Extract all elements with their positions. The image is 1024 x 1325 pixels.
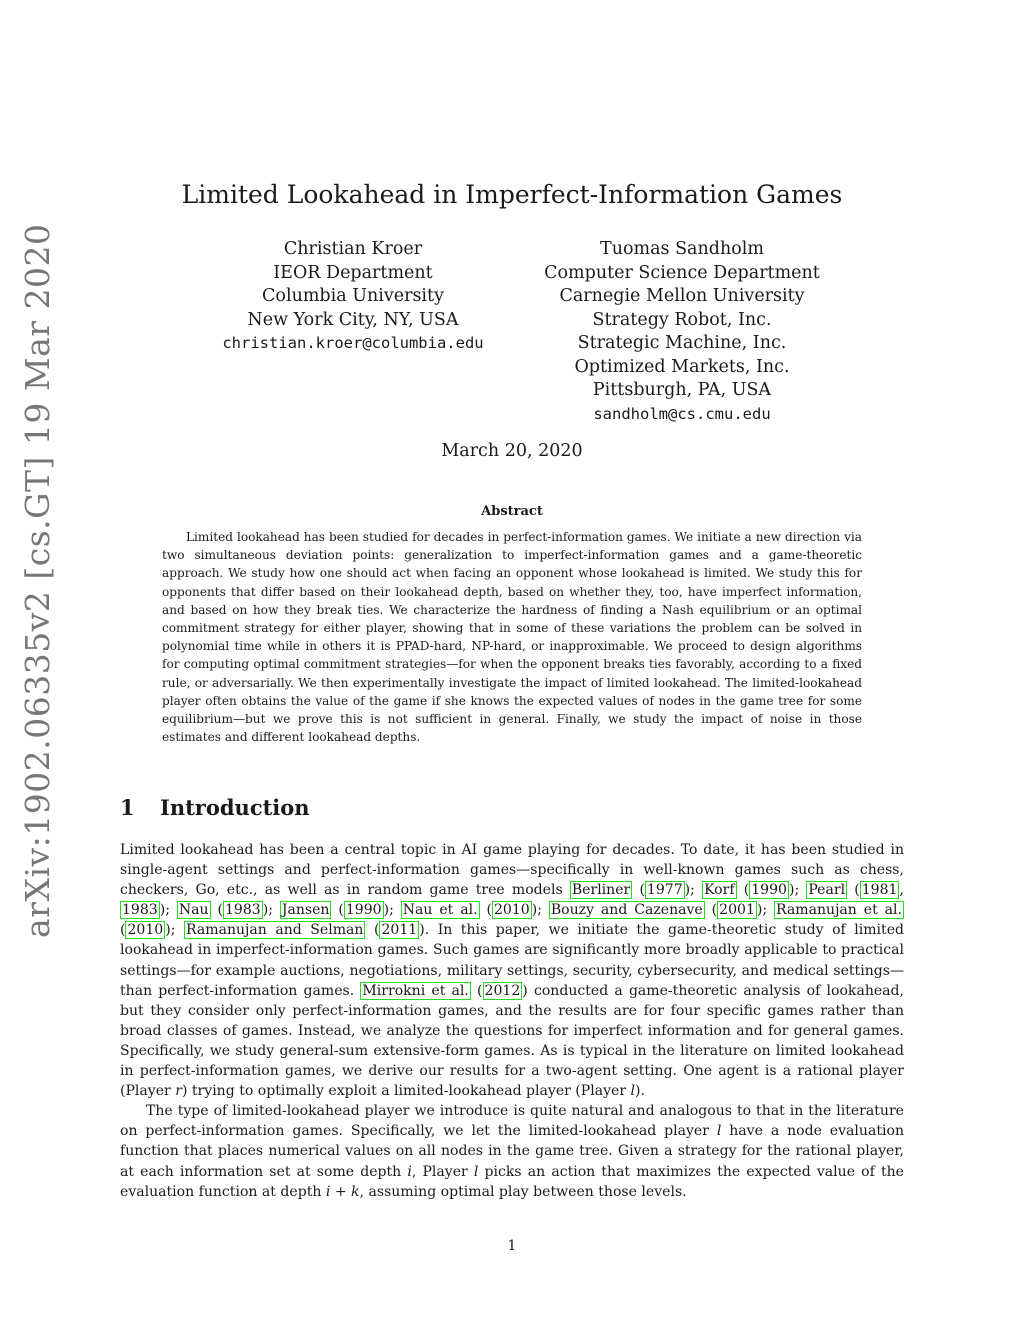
page-number: 1 bbox=[507, 1238, 517, 1254]
citation-link[interactable]: 2011 bbox=[381, 922, 418, 939]
introduction-body bbox=[120, 840, 904, 1202]
citation-link[interactable]: Ramanujan and Selman bbox=[185, 922, 364, 939]
arxiv-identifier-stamp: arXiv:1902.06335v2 [cs.GT] 19 Mar 2020 bbox=[18, 223, 57, 938]
publication-date: March 20, 2020 bbox=[441, 441, 583, 461]
author-name: Christian Kroer bbox=[283, 239, 423, 259]
citation-link[interactable]: Korf bbox=[704, 882, 735, 899]
citation-link[interactable]: Nau et al. bbox=[402, 902, 478, 919]
citation-link[interactable]: 1983 bbox=[122, 902, 158, 919]
author-affiliation: Computer Science Department bbox=[544, 262, 820, 283]
author-name: Tuomas Sandholm bbox=[600, 239, 764, 259]
citation-link[interactable]: Nau bbox=[178, 902, 209, 919]
citation-link[interactable]: Mirrokni et al. bbox=[362, 982, 469, 999]
abstract-paragraph: Limited lookahead has been studied for decades in perfect-information games. We initiate a new direction via two simultaneous deviation points: generalization to imperfect-information games and a game-theoretic approach. We study how one should act when facing an opponent whose lookahead is limited. We study this for opponents that differ based on their lookahead depth, based on whether they, too, have imperfect information, and based on how they break ties. We characterize the hardness of finding a Nash equilibrium or an optimal commitment strategy for either player, showing that in some of these variations the problem can be solved in polynomial time while in others it is PPAD-hard, NP-hard, or inapproximable. We proceed to design algorithms for computing optimal commitment strategies—for when the opponent breaks ties favorably, according to a fixed rule, or adversarially. We then experimentally investigate the impact of limited lookahead. The limited-lookahead player often obtains the value of the game if she knows the expected values of nodes in the game tree for some equilibrium—but we prove this is not sufficient in general. Finally, we study the impact of noise in those estimates and different lookahead depths. bbox=[162, 530, 862, 745]
citation-link[interactable]: Pearl bbox=[808, 882, 846, 899]
paper-title: Limited Lookahead in Imperfect-Information Games bbox=[181, 180, 843, 209]
citation-link[interactable]: 2010 bbox=[493, 902, 530, 919]
author-affiliation: Strategic Machine, Inc. bbox=[577, 333, 787, 353]
citation-link[interactable]: 1990 bbox=[345, 902, 382, 919]
citation-link[interactable]: Jansen bbox=[281, 902, 330, 919]
author-affiliation: New York City, NY, USA bbox=[247, 309, 459, 330]
abstract-heading: Abstract bbox=[481, 504, 543, 519]
abstract-body bbox=[162, 528, 862, 746]
author-affiliation: Carnegie Mellon University bbox=[559, 286, 805, 306]
author-block-1 bbox=[203, 238, 503, 356]
paragraph: Limited lookahead has been a central topic in AI game playing for decades. To date, it has been studied in single-agent settings and perfect-information games—specifically in well-known games such as chess, checkers, Go, etc., as well as in random game tree models Berliner ( 1977 ); Korf ( 1990 ); Pearl ( 1981 , 1983 ); Nau ( 1983 ); Jansen ( 1990 ); Nau et al. ( 2010 ); Bouzy and Cazenave ( 2001 ); Ramanujan et al. ( 2010 ); Ramanujan and Selman ( 2011 ). In this paper, we initiate the game-theoretic study of limited lookahead in imperfect-information games. Such games are significantly more broadly applicable to practical settings—for example auctions, negotiations, military settings, security, cybersecurity, and medical settings—than perfect-information games. Mirrokni et al. ( 2012 ) conducted a game-theoretic analysis of lookahead, but they consider only perfect-information games, and the results are for four specific games rather than broad classes of games. Instead, we analyze the questions for imperfect information and for general games. Specifically, we study general-sum extensive-form games. As is typical in the literature on limited lookahead in perfect-information games, we derive our results for a two-agent setting. One agent is a rational player (Player r) trying to optimally exploit a limited-lookahead player (Player l). bbox=[120, 842, 905, 1100]
citation-link[interactable]: 1983 bbox=[224, 902, 261, 919]
citation-link[interactable]: 2001 bbox=[719, 902, 755, 919]
author-block-2 bbox=[532, 238, 832, 426]
paragraph: The type of limited-lookahead player we introduce is quite natural and analogous to that in the literature on perfect-information games. Specifically, we let the limited-lookahead player l have a node evaluation function that places numerical values on all nodes in the game tree. Given a strategy for the rational player, at each information set at some depth i, Player l picks an action that maximizes the expected value of the evaluation function at depth i + k, assuming optimal play between those levels. bbox=[120, 1103, 904, 1200]
citation-link[interactable]: Ramanujan et al. bbox=[776, 902, 902, 919]
author-affiliation: Optimized Markets, Inc. bbox=[574, 356, 790, 377]
author-affiliation: Columbia University bbox=[262, 286, 444, 306]
section-heading bbox=[120, 795, 310, 820]
citation-link[interactable]: 1977 bbox=[646, 882, 683, 899]
citation-link[interactable]: 2010 bbox=[127, 922, 164, 939]
author-affiliation: Strategy Robot, Inc. bbox=[592, 309, 772, 330]
author-email: sandholm@cs.cmu.edu bbox=[593, 404, 771, 423]
section-number: 1 bbox=[120, 795, 135, 820]
author-email: christian.kroer@columbia.edu bbox=[222, 334, 484, 352]
citation-link[interactable]: 1990 bbox=[751, 882, 787, 899]
citation-link[interactable]: Bouzy and Cazenave bbox=[550, 902, 703, 919]
author-affiliation: IEOR Department bbox=[273, 262, 433, 283]
citation-link[interactable]: Berliner bbox=[571, 882, 631, 899]
author-affiliation: Pittsburgh, PA, USA bbox=[592, 380, 772, 400]
section-title: Introduction bbox=[160, 795, 310, 820]
citation-link[interactable]: 2012 bbox=[484, 982, 521, 999]
citation-link[interactable]: 1981 bbox=[861, 882, 898, 899]
